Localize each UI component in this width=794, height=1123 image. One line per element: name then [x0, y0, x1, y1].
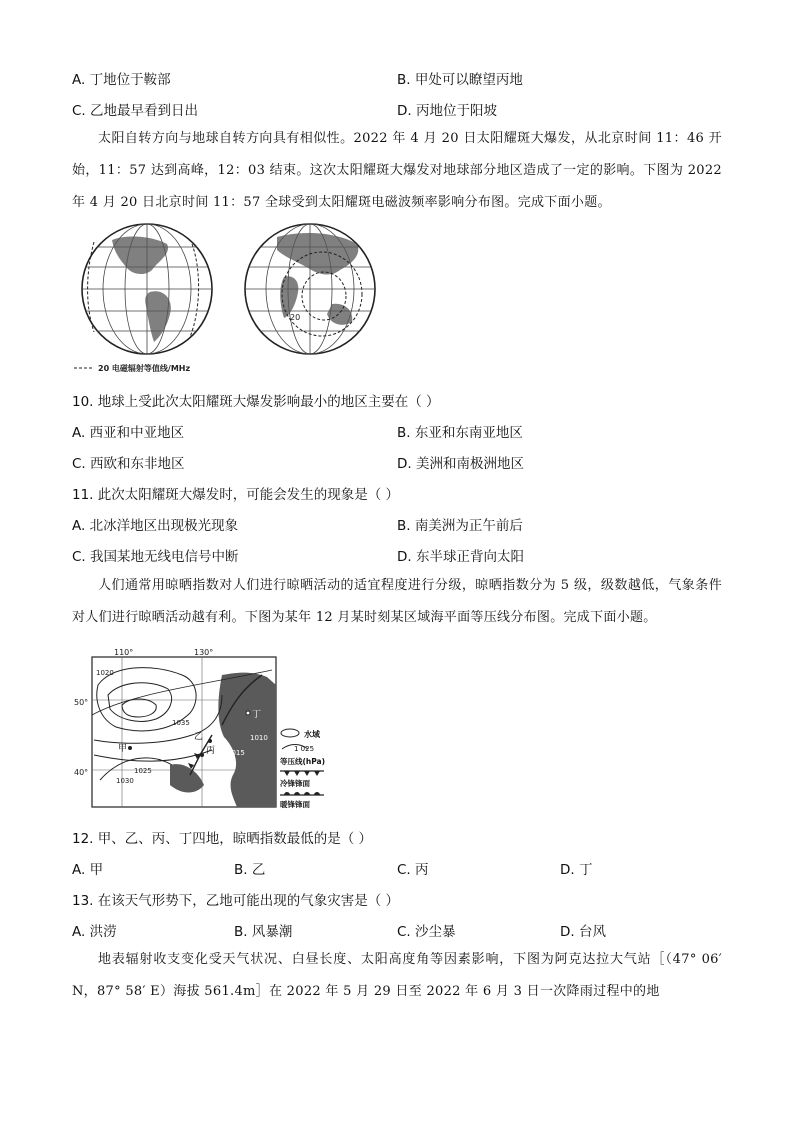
- place-jia-label: 甲: [118, 744, 128, 754]
- q10-option-d: D. 美洲和南极洲地区: [397, 456, 524, 472]
- legend-cold-front: 冷锋锋面: [280, 779, 310, 788]
- passage-solar-flare-text: 太阳自转方向与地球自转方向具有相似性。2022 年 4 月 20 日太阳耀斑大爆发，从北京时间 11：46 开始，11：57 达到高峰，12：03 结束。这次太阳耀斑大爆发对地球部分地区造成了一定的影响。下图为 2022 年 4 月 20 日北京时间 11：57 全球受到太阳耀斑电磁波频率影响分布图。完成下面小题。: [72, 131, 722, 210]
- q13-option-a: A. 洪涝: [72, 924, 117, 940]
- isobar-1015-label: 1015: [227, 749, 245, 757]
- legend-water: 水域: [304, 730, 320, 739]
- point-jia-marker: [128, 746, 132, 750]
- isobar-1010-label: 1010: [250, 734, 268, 742]
- globe-western: [82, 224, 212, 354]
- q13-option-d: D. 台风: [560, 924, 606, 940]
- globe-eastern: [245, 224, 375, 354]
- isobar-1020-label: 1020: [96, 669, 114, 677]
- lon-130-label: 130°: [194, 648, 214, 657]
- q11-option-d: D. 东半球正背向太阳: [397, 549, 524, 565]
- lat-40-label: 40°: [74, 768, 89, 777]
- isobar-1025-label: 1025: [134, 767, 152, 775]
- q12-option-b: B. 乙: [234, 862, 266, 878]
- q10-stem: 10. 地球上受此次太阳耀斑大爆发影响最小的地区主要在（ ）: [72, 394, 440, 410]
- q11-option-c: C. 我国某地无线电信号中断: [72, 549, 239, 565]
- legend-water-symbol: [281, 729, 299, 737]
- lat-50-label: 50°: [74, 698, 89, 707]
- legend-warm-front: 暖锋锋面: [280, 800, 310, 809]
- q10-option-c: C. 西欧和东非地区: [72, 456, 185, 472]
- q10-option-a: A. 西亚和中亚地区: [72, 425, 185, 441]
- q13-option-b: B. 风暴潮: [234, 924, 293, 940]
- passage-radiation: [72, 944, 722, 1008]
- q9-option-b: B. 甲处可以瞭望丙地: [397, 72, 523, 88]
- q12-option-c: C. 丙: [397, 862, 429, 878]
- q11-option-a: A. 北冰洋地区出现极光现象: [72, 518, 239, 534]
- passage-drying-index-text: 人们通常用晾晒指数对人们进行晾晒活动的适宜程度进行分级，晾晒指数分为 5 级，级数越低，气象条件对人们进行晾晒活动越有利。下图为某年 12 月某时刻某区域海平面等压线分布图。完成下面小题。: [72, 578, 722, 625]
- isobar-1030-label: 1030: [116, 777, 134, 785]
- figure-isobar-map: [72, 645, 352, 810]
- q11-option-b: B. 南美洲为正午前后: [397, 518, 523, 534]
- legend-cold-front-symbol: [284, 771, 320, 776]
- q12-option-a: A. 甲: [72, 862, 104, 878]
- place-ding-label: 丁: [252, 710, 262, 720]
- legend-isobar: 等压线(hPa): [280, 757, 326, 766]
- point-bing-marker: [200, 753, 204, 757]
- figure-globes-legend: 20 电磁辐射等值线/MHz: [98, 364, 191, 372]
- q13-option-c: C. 沙尘暴: [397, 924, 456, 940]
- passage-solar-flare: [72, 123, 722, 219]
- map-legend: [280, 729, 325, 809]
- point-yi-marker: [208, 739, 212, 743]
- q13-stem: 13. 在该天气形势下，乙地可能出现的气象灾害是（ ）: [72, 893, 400, 909]
- place-yi-label: 乙: [194, 732, 204, 742]
- q10-option-b: B. 东亚和东南亚地区: [397, 425, 523, 441]
- point-ding-marker: [246, 711, 250, 715]
- globe-isoline-label: 20: [290, 313, 301, 322]
- passage-drying-index: [72, 570, 722, 634]
- q9-option-a: A. 丁地位于鞍部: [72, 72, 171, 88]
- isobar-1035-label: 1035: [172, 719, 190, 727]
- place-bing-label: 丙: [206, 746, 216, 756]
- figure-globes: [72, 222, 392, 372]
- legend-isobar-value: 1 025: [294, 745, 315, 753]
- lon-110-label: 110°: [114, 648, 134, 657]
- q12-option-d: D. 丁: [560, 862, 593, 878]
- q12-stem: 12. 甲、乙、丙、丁四地，晾晒指数最低的是（ ）: [72, 831, 373, 847]
- passage-radiation-text: 地表辐射收支变化受天气状况、白昼长度、太阳高度角等因素影响，下图为阿克达拉大气站［（47° 06′ N，87° 58′ E）海拔 561.4m］在 2022 年 5 月 29 日至 2022 年 6 月 3 日一次降雨过程中的地: [72, 952, 722, 999]
- q11-stem: 11. 此次太阳耀斑大爆发时，可能会发生的现象是（ ）: [72, 487, 400, 503]
- q9-option-d: D. 丙地位于阳坡: [397, 103, 497, 119]
- q9-option-c: C. 乙地最早看到日出: [72, 103, 199, 119]
